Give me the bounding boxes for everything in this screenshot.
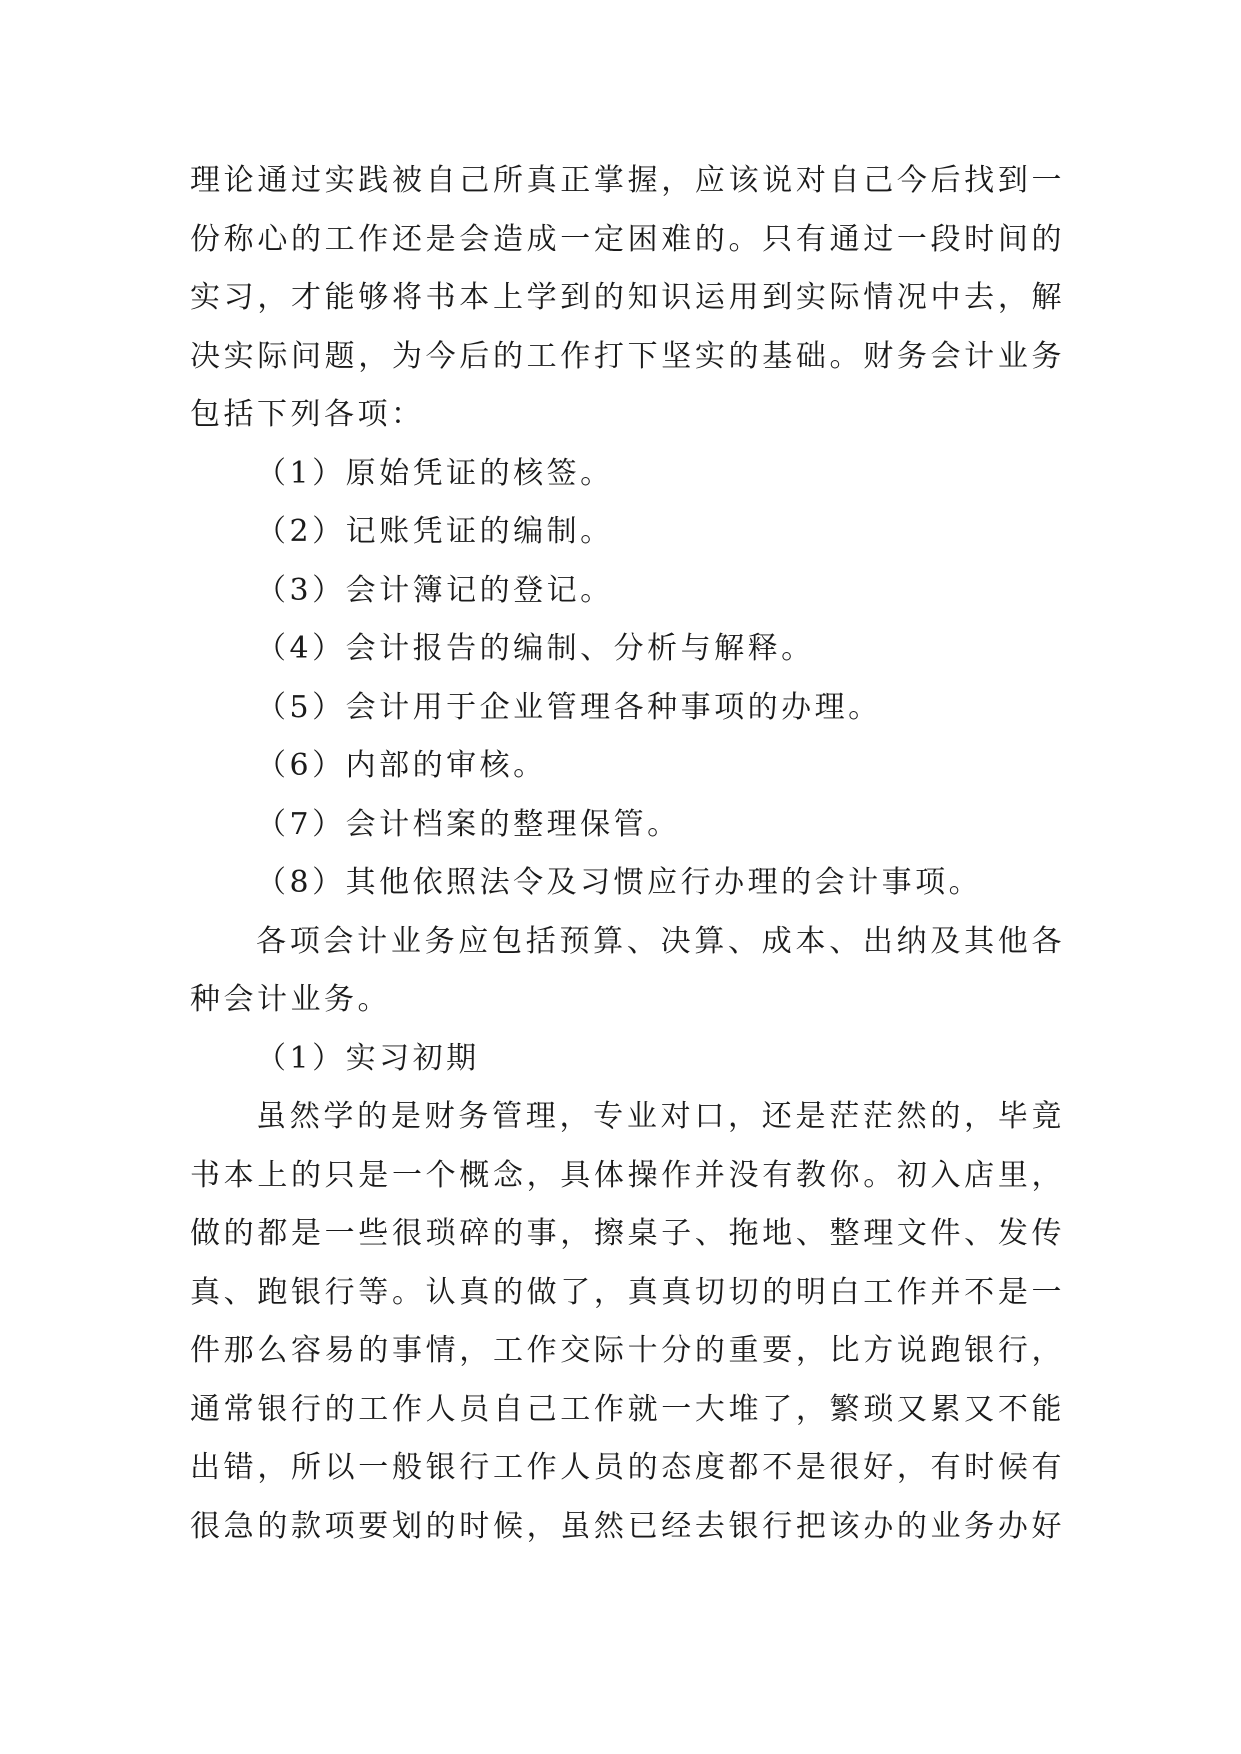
- text-line: 决实际问题，为今后的工作打下坚实的基础。财务会计业务: [190, 338, 1065, 374]
- text-line: 份称心的工作还是会造成一定困难的。只有通过一段时间的: [190, 221, 1065, 257]
- text-line: 真、跑银行等。认真的做了，真真切切的明白工作并不是一: [190, 1274, 1065, 1310]
- text-line: 包括下列各项：: [190, 397, 425, 432]
- text-line: 各项会计业务应包括预算、决算、成本、出纳及其他各: [256, 923, 1065, 959]
- text-line: 实习，才能够将书本上学到的知识运用到实际情况中去，解: [190, 280, 1065, 315]
- text-line: （8）其他依照法令及习惯应行办理的会计事项。: [256, 865, 983, 900]
- text-line: （6）内部的审核。: [256, 748, 547, 783]
- text-line: 书本上的只是一个概念，具体操作并没有教你。初入店里，: [190, 1157, 1065, 1193]
- document-body: [190, 152, 1065, 1556]
- text-line: （1）原始凭证的核签。: [256, 455, 614, 491]
- text-line: （4）会计报告的编制、分析与解释。: [256, 631, 815, 666]
- text-line: （2）记账凭证的编制。: [256, 514, 614, 549]
- text-line: 虽然学的是财务管理，专业对口，还是茫茫然的，毕竟: [256, 1099, 1065, 1134]
- text-line: （3）会计簿记的登记。: [256, 572, 614, 608]
- text-line: （1）实习初期: [256, 1040, 480, 1076]
- text-line: 出错，所以一般银行工作人员的态度都不是很好，有时候有: [190, 1450, 1065, 1485]
- text-line: 通常银行的工作人员自己工作就一大堆了，繁琐又累又不能: [190, 1391, 1065, 1427]
- text-line: （7）会计档案的整理保管。: [256, 806, 681, 842]
- text-line: 做的都是一些很琐碎的事，擦桌子、拖地、整理文件、发传: [190, 1216, 1065, 1251]
- text-line: 种会计业务。: [190, 982, 391, 1017]
- text-line: 很急的款项要划的时候，虽然已经去银行把该办的业务办好: [190, 1508, 1065, 1544]
- text-line: 理论通过实践被自己所真正掌握，应该说对自己今后找到一: [190, 163, 1065, 198]
- text-line: （5）会计用于企业管理各种事项的办理。: [256, 689, 882, 725]
- text-line: 件那么容易的事情，工作交际十分的重要，比方说跑银行，: [190, 1333, 1065, 1368]
